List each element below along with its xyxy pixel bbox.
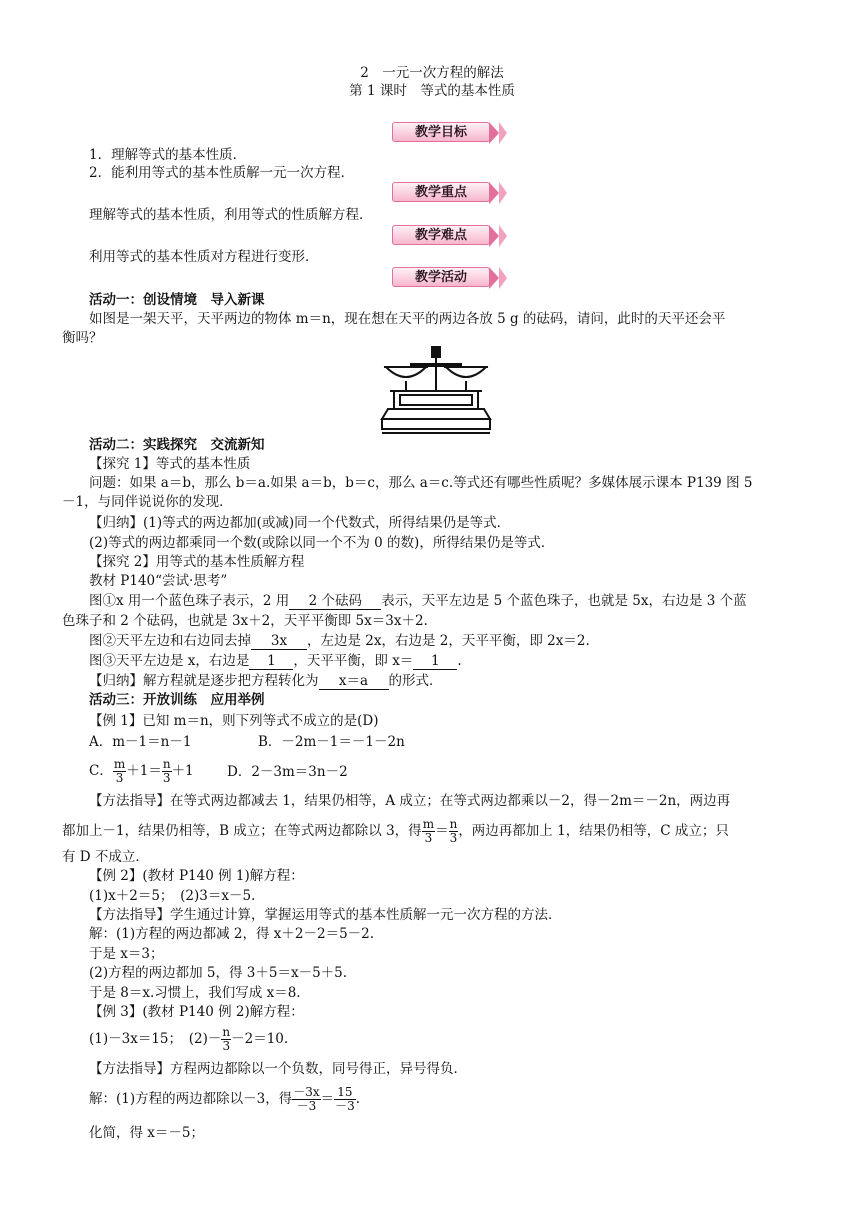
example3: 【例 3】(教材 P140 例 2)解方程： [89,1004,304,1020]
figure1-text-cont: 色珠子和 2 个砝码，也就是 3x＋2，天平平衡即 5x＝3x＋2. [62,613,428,629]
solution-line: 于是 x＝3； [89,946,164,962]
method1-end: 有 D 不成立． [62,849,149,865]
method1: 【方法指导】在等式两边都减去 1，结果仍相等，A 成立；在等式两边都乘以－2，得－2m＝－2n，两边再 [89,793,731,809]
figure2-text: 图②天平左边和右边同去掉 3x ，左边是 2x，右边是 2，天平平衡，即 2x＝2. [89,633,590,649]
goal-item: 2．能利用等式的基本性质解一元一次方程． [89,165,355,181]
activity2-heading: 活动二：实践探究 交流新知 [89,437,265,453]
solution-line: 于是 8＝x.习惯上，我们写成 x＝8. [89,985,301,1001]
difficulty-text: 利用等式的基本性质对方程进行变形． [89,249,319,265]
solution-line: (2)方程的两边都加 5，得 3＋5＝x－5＋5. [89,965,348,981]
banner-key-points: 教学重点 [392,182,490,202]
option-a: A．m－1＝n－1 [89,734,192,750]
method1-cont: 都加上－1，结果仍相等，B 成立；在等式两边都除以 3，得 $\frac{m}{3}$ ＝ $\frac{n}{3}$ ，两边再都加上 1，结果仍相等，C 成立；只 [62,817,729,845]
solution-line: 解：(1)方程的两边都减 2，得 x＋2－2＝5－2. [89,926,375,942]
solution-line: 化简，得 x＝－5； [89,1125,204,1141]
banner-teaching-goals: 教学目标 [392,122,490,142]
answer-blank: 1 [249,654,293,670]
banner-activities: 教学活动 [392,267,490,287]
example1: 【例 1】已知 m＝n，则下列等式不成立的是(D) [89,713,379,729]
balance-scale-illustration [380,345,492,435]
figure3-text: 图③天平左边是 x，右边是 1 ，天平平衡，即 x＝ 1 . [89,653,462,669]
activity3-heading: 活动三：开放训练 应用举例 [89,692,265,708]
textbook-ref: 教材 P140“尝试·思考” [89,573,228,589]
lesson-title: 2 一元一次方程的解法 [360,65,504,81]
answer-blank: 1 [413,654,457,670]
activity1-heading: 活动一：创设情境 导入新课 [89,292,265,308]
key-point-text: 理解等式的基本性质，利用等式的性质解方程． [89,207,373,223]
goal-item: 1．理解等式的基本性质． [89,147,247,163]
summary2: 【归纳】解方程就是逐步把方程转化为 x＝a 的形式． [89,673,443,689]
summary1: 【归纳】(1)等式的两边都加(或减)同一个代数式，所得结果仍是等式． [89,515,511,531]
option-b: B．－2m－1＝－1－2n [258,734,405,750]
method3: 【方法指导】方程两边都除以一个负数，同号得正，异号得负． [89,1061,467,1077]
example2: 【例 2】(教材 P140 例 1)解方程： [89,868,304,884]
method2: 【方法指导】学生通过计算，掌握运用等式的基本性质解一元一次方程的方法． [89,907,562,923]
option-d: D．2－3m＝3n－2 [227,764,348,780]
figure1-text: 图①x 用一个蓝色珠子表示，2 用 2 个砝码 表示，天平左边是 5 个蓝色珠子，也就是 5x，右边是 3 个蓝 [89,593,747,609]
question-text: 问题：如果 a＝b，那么 b＝a.如果 a＝b，b＝c，那么 a＝c.等式还有哪些性质呢？多媒体展示课本 P139 图 5 [89,475,753,491]
example2-question: (1)x＋2＝5； (2)3＝x－5. [89,888,256,904]
activity1-text-cont: 衡吗？ [62,330,103,346]
question-text-cont: －1，与同伴说说你的发现． [62,494,233,510]
lesson-subtitle: 第 1 课时 等式的基本性质 [349,83,515,99]
banner-difficulty: 教学难点 [392,225,490,245]
summary1-cont: (2)等式的两边都乘同一个数(或除以同一个不为 0 的数)，所得结果仍是等式． [89,535,555,551]
answer-blank: 3x [251,634,307,650]
answer-blank: x＝a [319,674,389,690]
example3-question: (1)－3x＝15； (2)－ $\frac{n}{3}$ －2＝10. [89,1025,289,1053]
option-c: C． $\frac{m}{3}$ ＋1＝ $\frac{n}{3}$ ＋1 [89,757,194,785]
solution-line: 解：(1)方程的两边都除以－3，得 $\frac{-3x}{-3}$ ＝ $\frac{15}{-3}$ . [89,1085,361,1113]
explore2-heading: 【探究 2】用等式的基本性质解方程 [89,554,305,570]
activity1-text: 如图是一架天平，天平两边的物体 m＝n，现在想在天平的两边各放 5 g 的砝码，请问，此时的天平还会平 [89,311,726,327]
answer-blank: 2 个砝码 [289,594,381,610]
explore1-heading: 【探究 1】等式的基本性质 [89,456,251,472]
